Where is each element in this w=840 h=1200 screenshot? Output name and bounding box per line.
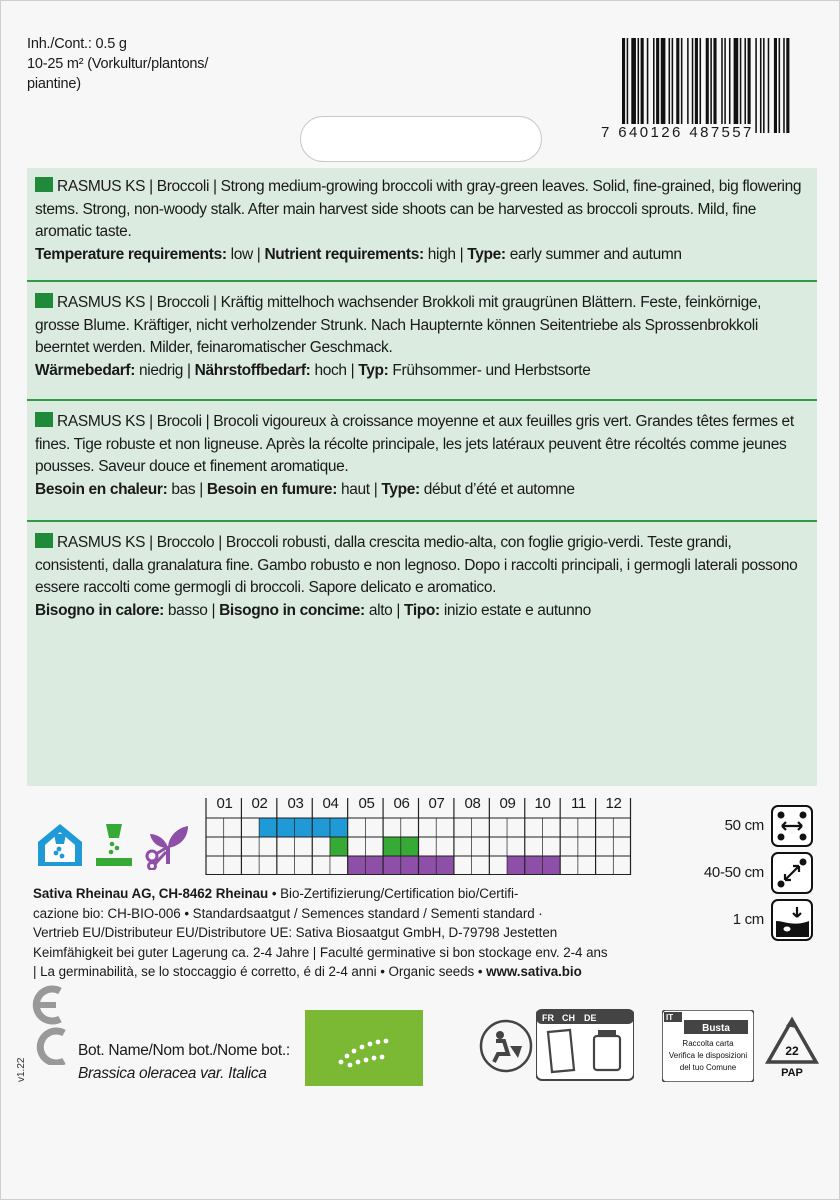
botanical-name: Bot. Name/Nom bot./Nome bot.: Brassica oleracea var. Italica	[78, 1042, 290, 1082]
barcode-bar	[641, 38, 644, 133]
requirements-it: Bisogno in calore: basso | Bisogno in concime: alto | Tipo: inizio estate e autunno	[35, 601, 591, 619]
indoor-sowing-cell	[330, 818, 348, 837]
description-en: RASMUS KS | Broccoli | Strong medium-growing broccoli with gray-green leaves. Solid, fine-grained, big flowering stems. Strong, non-woody stalk. After main harvest side shoots can be harvested as broccoli sprouts. Mild, fine aromatic taste. Temperature requirements: low | Nutrient requirements: high | Type: early summer and autumn	[27, 168, 817, 282]
barcode-bar	[710, 38, 712, 133]
version-label: v1.22	[16, 1057, 27, 1082]
sowing-calendar-grid	[206, 818, 631, 875]
barcode-bar	[763, 38, 765, 133]
barcode-bar	[627, 38, 629, 133]
barcode-bar	[734, 38, 739, 133]
busta-label: Busta	[702, 1023, 730, 1034]
recycling-triman-icon	[478, 1018, 534, 1074]
website-link[interactable]: www.sativa.bio	[486, 964, 582, 979]
sowing-depth-label: 1 cm	[732, 911, 764, 928]
barcode-bar	[724, 38, 726, 133]
description-it: RASMUS KS | Broccolo | Broccoli robusti, dalla crescita medio-alta, con foglie grigio-verdi. Teste grandi, consistenti, dalla granalatura fine. Gambo robusto e non legnoso. Dopo i raccolti principali, i germogli laterali possono essere raccolti come germogli di broccoli. Sapore delicato e aromatico. Bisogno in calore: basso | Bisogno in concime: alto | Tipo: inizio estate e autunno	[27, 524, 817, 644]
green-square-icon	[35, 533, 53, 548]
outdoor-sowing-cell	[383, 837, 401, 856]
barcode-bar	[744, 38, 746, 133]
barcode-number: 7 640126 487557	[601, 124, 754, 141]
barcode-bar	[669, 38, 671, 133]
barcode-bar	[672, 38, 674, 133]
barcode-bar	[748, 38, 751, 133]
barcode-bar	[647, 38, 649, 133]
month-label: 06	[393, 795, 410, 812]
greenhouse-sowing-icon	[34, 820, 86, 870]
italian-recycling-label	[662, 1010, 754, 1082]
pap-label: PAP	[781, 1067, 803, 1079]
barcode-bar	[729, 38, 731, 133]
harvest-cell	[365, 856, 383, 875]
month-label: 05	[358, 795, 375, 812]
pap-number: 22	[785, 1044, 799, 1058]
harvest-cell	[348, 856, 366, 875]
barcode-bar	[631, 38, 636, 133]
barcode-bar	[692, 38, 694, 133]
description-de: RASMUS KS | Broccoli | Kräftig mittelhoch wachsender Brokkoli mit graugrünen Blättern. Feste, feinkörnige, grosse Blume. Kräftiger, nicht verholzender Strunk. Nach Haupternte können Seitentriebe als Sprossenbrokkoli beerntet werden. Milder, feinaromatischer Geschmack. Wärmebedarf: niedrig | Nährstoffbedarf: hoch | Typ: Frühsommer- und Herbstsorte	[27, 284, 817, 401]
plant-spacing-icon	[771, 852, 813, 894]
barcode-bar	[622, 38, 625, 133]
harvest-scissors-icon	[142, 818, 194, 870]
month-label: 02	[251, 795, 268, 812]
requirements-en: Temperature requirements: low | Nutrient requirements: high | Type: early summer and autumn	[35, 245, 682, 263]
harvest-cell	[525, 856, 543, 875]
barcode-bar	[740, 38, 742, 133]
barcode-bar	[700, 38, 702, 133]
barcode-bar	[681, 38, 683, 133]
barcode-bar	[755, 38, 757, 133]
row-spacing-icon	[771, 805, 813, 847]
month-label: 11	[571, 795, 586, 812]
month-label: 01	[216, 795, 233, 812]
barcode-bar	[706, 38, 709, 133]
indoor-sowing-cell	[277, 818, 295, 837]
plant-spacing-label: 40-50 cm	[703, 864, 764, 881]
barcode-bar	[687, 38, 689, 133]
month-label: 08	[464, 795, 481, 812]
harvest-cell	[507, 856, 525, 875]
eu-organic-logo	[305, 1010, 423, 1086]
barcode-bar	[713, 38, 716, 133]
content-info: Inh./Cont.: 0.5 g 10-25 m² (Vorkultur/plantons/ piantine)	[27, 36, 209, 92]
green-square-icon	[35, 177, 53, 192]
busta-line2: Verifica le disposizioni	[668, 1051, 748, 1060]
indoor-sowing-cell	[295, 818, 313, 837]
month-label: 09	[499, 795, 516, 812]
country-de: DE	[584, 1013, 597, 1023]
barcode-bar	[661, 38, 666, 133]
description-fr: RASMUS KS | Brocoli | Brocoli vigoureux à croissance moyenne et aux feuilles gris vert. Grandes têtes fermes et fines. Tige robuste et non ligneuse. Après la récolte principale, les jets latéraux peuvent être récoltés comme jeunes pousses. Saveur douce et finement aromatique. Besoin en chaleur: bas | Besoin en fumure: haut | Type: début d’été et automne	[27, 403, 817, 522]
requirements-de: Wärmebedarf: niedrig | Nährstoffbedarf: hoch | Typ: Frühsommer- und Herbstsorte	[35, 361, 591, 379]
green-square-icon	[35, 293, 53, 308]
barcode-bar	[783, 38, 785, 133]
month-label: 07	[428, 795, 445, 812]
busta-line3: del tuo Comune	[679, 1063, 737, 1072]
busta-line1: Raccolta carta	[682, 1039, 734, 1048]
barcode-bar	[695, 38, 698, 133]
it-label: IT	[666, 1013, 674, 1022]
row-spacing-label: 50 cm	[724, 817, 764, 834]
barcode-bar	[774, 38, 777, 133]
green-square-icon	[35, 412, 53, 427]
hanger-hole	[300, 116, 542, 162]
barcode-bar	[779, 38, 781, 133]
barcode-bar	[786, 38, 789, 133]
indoor-sowing-cell	[312, 818, 330, 837]
harvest-cell	[419, 856, 437, 875]
harvest-cell	[436, 856, 454, 875]
month-label: 03	[287, 795, 304, 812]
harvest-cell	[542, 856, 560, 875]
country-fr: FR	[542, 1013, 554, 1023]
indoor-sowing-cell	[259, 818, 277, 837]
company-info: Sativa Rheinau AG, CH-8462 Rheinau • Bio-Zertifizierung/Certification bio/Certifi- cazione bio: CH-BIO-006 • Standardsaatgut / Semences standard / Sementi standard · Vertrieb EU/Distributeur EU/Distributore UE: Sativa Biosaatgut GmbH, D-79798 Jestetten Keimfähigkeit bei guter Lagerung ca. 2-4 Jahre | Faculté germinative si bon stockage env. 2-4 ans | La germinabilità, se lo stoccaggio é corretto, é di 2-4 anni • Organic seeds • www.sativa.bio	[33, 886, 608, 979]
requirements-fr: Besoin en chaleur: bas | Besoin en fumure: haut | Type: début d’été et automne	[35, 480, 575, 498]
sowing-depth-icon	[771, 899, 813, 941]
barcode-bar	[656, 38, 659, 133]
barcode-bar	[721, 38, 723, 133]
harvest-cell	[383, 856, 401, 875]
barcode-bar	[768, 38, 770, 133]
pap-recycling-triangle-icon	[764, 1016, 820, 1080]
barcode-bar	[653, 38, 655, 133]
barcode-bar	[638, 38, 640, 133]
country-ch: CH	[562, 1013, 575, 1023]
country-recycling-label	[536, 1008, 634, 1082]
month-label: 04	[322, 795, 339, 812]
barcode-bar	[676, 38, 679, 133]
month-label: 10	[534, 795, 551, 812]
month-label: 12	[605, 795, 622, 812]
outdoor-sowing-cell	[330, 837, 348, 856]
harvest-cell	[401, 856, 419, 875]
ce-mark-icon	[30, 985, 78, 1065]
outdoor-sowing-icon	[94, 822, 134, 870]
outdoor-sowing-cell	[401, 837, 419, 856]
barcode-bar	[760, 38, 762, 133]
